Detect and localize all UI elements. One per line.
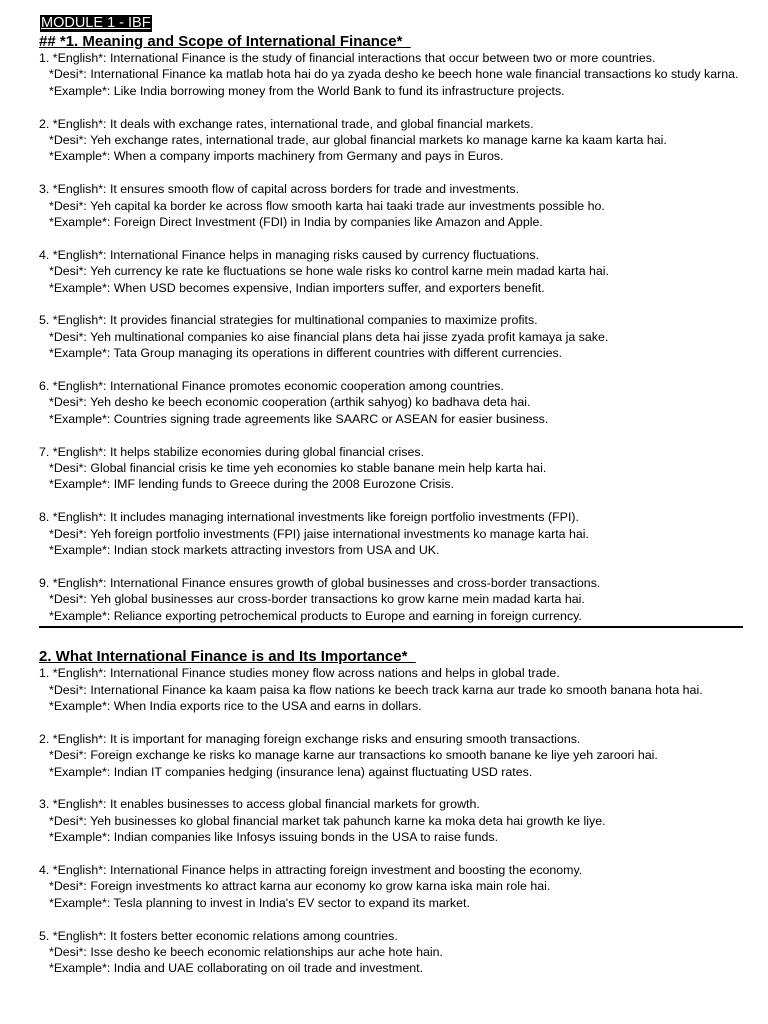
list-item <box>39 928 743 977</box>
list-item <box>39 247 743 296</box>
desi-line: *Desi*: Foreign investments ko attract karna aur economy ko grow karna iska main role hai. <box>49 879 551 894</box>
example-line: *Example*: India and UAE collaborating on oil trade and investment. <box>49 961 424 976</box>
module-label: MODULE 1 - IBF <box>41 15 151 31</box>
english-line: 2. *English*: It is important for managing foreign exchange risks and ensuring smooth transactions. <box>39 731 581 746</box>
example-line: *Example*: Indian companies like Infosys issuing bonds in the USA to raise funds. <box>49 830 499 845</box>
list-item <box>39 575 743 624</box>
english-line: 9. *English*: International Finance ensures growth of global businesses and cross-border transactions. <box>39 575 601 590</box>
desi-line: *Desi*: Global financial crisis ke time yeh economies ko stable banane mein help karta hai. <box>49 461 547 476</box>
horizontal-divider <box>39 626 743 628</box>
section-heading: 2. What International Finance is and Its Importance* <box>39 648 416 666</box>
section-2 <box>39 648 743 977</box>
section-1 <box>39 33 743 624</box>
english-line: 8. *English*: It includes managing international investments like foreign portfolio investments (FPI). <box>39 510 579 525</box>
desi-line: *Desi*: Yeh desho ke beech economic cooperation (arthik sahyog) ko badhava deta hai. <box>49 395 531 410</box>
desi-line: *Desi*: International Finance ka matlab hota hai do ya zyada desho ke beech hone wale financial transactions ko study karna. <box>49 67 739 82</box>
list-item <box>39 312 743 361</box>
example-line: *Example*: Tata Group managing its operations in different countries with different currencies. <box>49 346 563 361</box>
document-page <box>39 14 743 977</box>
english-line: 7. *English*: It helps stabilize economies during global financial crises. <box>39 444 425 459</box>
example-line: *Example*: Countries signing trade agreements like SAARC or ASEAN for easier business. <box>49 411 549 426</box>
list-item <box>39 796 743 845</box>
example-line: *Example*: Indian stock markets attracting investors from USA and UK. <box>49 543 440 558</box>
list-item <box>39 378 743 427</box>
desi-line: *Desi*: Yeh global businesses aur cross-border transactions ko grow karne mein madad karta hai. <box>49 592 585 607</box>
english-line: 5. *English*: It provides financial strategies for multinational companies to maximize profits. <box>39 313 538 328</box>
english-line: 6. *English*: International Finance promotes economic cooperation among countries. <box>39 379 504 394</box>
example-line: *Example*: Foreign Direct Investment (FDI) in India by companies like Amazon and Apple. <box>49 215 543 230</box>
english-line: 1. *English*: International Finance studies money flow across nations and helps in global trade. <box>39 666 560 681</box>
section-heading: ## *1. Meaning and Scope of International Finance* <box>39 33 411 50</box>
desi-line: *Desi*: Isse desho ke beech economic relationships aur ache hote hain. <box>49 944 443 959</box>
example-line: *Example*: Like India borrowing money from the World Bank to fund its infrastructure projects. <box>49 83 565 98</box>
desi-line: *Desi*: Yeh currency ke rate ke fluctuations se hone wale risks ko control karne mein madad karta hai. <box>49 264 609 279</box>
example-line: *Example*: IMF lending funds to Greece during the 2008 Eurozone Crisis. <box>49 477 454 492</box>
desi-line: *Desi*: Yeh foreign portfolio investments (FPI) jaise international investments ko manage karta hai. <box>49 526 589 541</box>
list-item <box>39 181 743 230</box>
desi-line: *Desi*: Yeh multinational companies ko aise financial plans deta hai jisse zyada profit kamaya ja sake. <box>49 329 609 344</box>
desi-line: *Desi*: Yeh capital ka border ke across flow smooth karta hai taaki trade aur investments possible ho. <box>49 198 605 213</box>
english-line: 4. *English*: International Finance helps in attracting foreign investment and boosting the economy. <box>39 862 583 877</box>
english-line: 5. *English*: It fosters better economic relations among countries. <box>39 928 398 943</box>
list-item <box>39 116 743 165</box>
english-line: 2. *English*: It deals with exchange rates, international trade, and global financial markets. <box>39 116 534 131</box>
list-item <box>39 862 743 911</box>
desi-line: *Desi*: Foreign exchange ke risks ko manage karne aur transactions ko smooth banane ke liye yeh zaroori hai. <box>49 748 658 763</box>
english-line: 3. *English*: It ensures smooth flow of capital across borders for trade and investments. <box>39 182 520 197</box>
section-items <box>39 665 743 977</box>
example-line: *Example*: When India exports rice to the USA and earns in dollars. <box>49 698 422 713</box>
list-item <box>39 444 743 493</box>
desi-line: *Desi*: International Finance ka kaam paisa ka flow nations ke beech track karna aur trade ko smooth banana hota hai. <box>49 682 703 697</box>
example-line: *Example*: Reliance exporting petrochemical products to Europe and earning in foreign currency. <box>49 608 582 623</box>
example-line: *Example*: When USD becomes expensive, Indian importers suffer, and exporters benefit. <box>49 280 545 295</box>
example-line: *Example*: Tesla planning to invest in India's EV sector to expand its market. <box>49 895 470 910</box>
list-item <box>39 731 743 780</box>
desi-line: *Desi*: Yeh businesses ko global financial market tak pahunch karne ka moka deta hai growth ke liye. <box>49 813 606 828</box>
section-items <box>39 50 743 624</box>
example-line: *Example*: When a company imports machinery from Germany and pays in Euros. <box>49 149 504 164</box>
example-line: *Example*: Indian IT companies hedging (insurance lena) against fluctuating USD rates. <box>49 764 533 779</box>
list-item <box>39 50 743 99</box>
english-line: 3. *English*: It enables businesses to access global financial markets for growth. <box>39 797 480 812</box>
list-item <box>39 509 743 558</box>
english-line: 4. *English*: International Finance helps in managing risks caused by currency fluctuations. <box>39 247 540 262</box>
english-line: 1. *English*: International Finance is the study of financial interactions that occur between two or more countries. <box>39 51 656 65</box>
desi-line: *Desi*: Yeh exchange rates, international trade, aur global financial markets ko manage karne ka kaam karta hai. <box>49 133 667 148</box>
list-item <box>39 665 743 714</box>
